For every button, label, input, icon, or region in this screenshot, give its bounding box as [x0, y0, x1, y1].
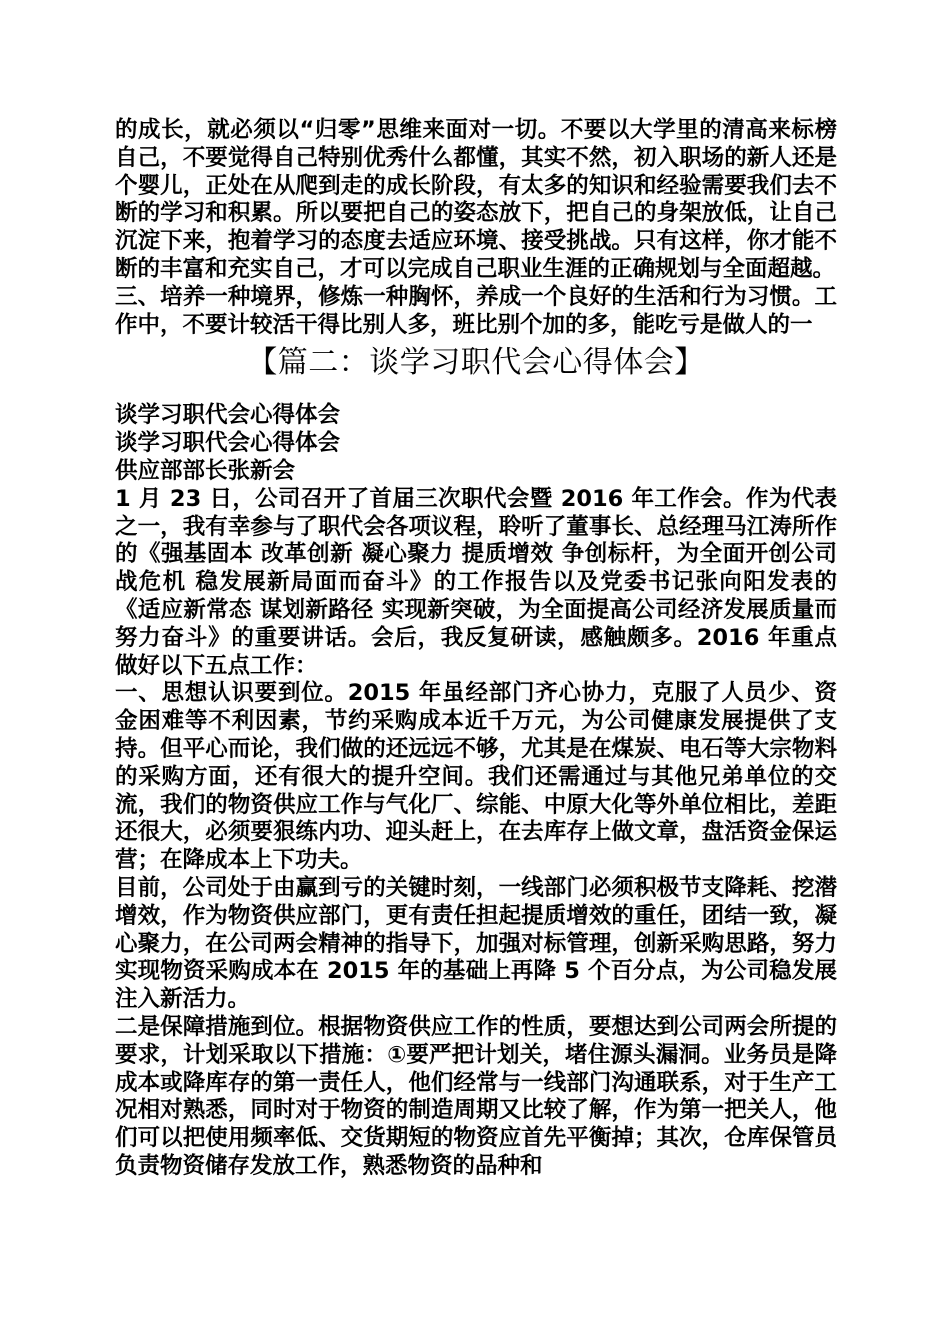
- body-paragraph: 1 月 23 日，公司召开了首届三次职代会暨 2016 年工作会。作为代表之一，我有幸参与了职代会各项议程，聆听了董事长、总经理马江涛所作的《强基固本 改革创新 凝心聚力 提质增效 争创标杆，为全面开创公司战危机 稳发展新局面而奋斗》的工作报告以及党委书记张向阳发表的《适应新常态 谋划新路径 实现新突破，为全面提高公司经济发展质量而努力奋斗》的重要讲话。会后，我反复研读，感触颇多。2016 年重点做好以下五点工作：: [115, 485, 837, 679]
- body-paragraph: 二是保障措施到位。根据物资供应工作的性质，要想达到公司两会所提的要求，计划采取以下措施：①要严把计划关，堵住源头漏洞。业务员是降成本或降库存的第一责任人，他们经常与一线部门沟通联系，对于生产工况相对熟悉，同时对于物资的制造周期又比较了解，作为第一把关人，他们可以把使用频率低、交货期短的物资应首先平衡掉；其次，仓库保管员负责物资储存发放工作，熟悉物资的品种和: [115, 1013, 837, 1179]
- body-paragraph: 的成长，就必须以“归零”思维来面对一切。不要以大学里的清高来标榜自己，不要觉得自己特别优秀什么都懂，其实不然，初入职场的新人还是个婴儿，正处在从爬到走的成长阶段，有太多的知识和经验需要我们去不断的学习和积累。所以要把自己的姿态放下，把自己的身架放低，让自己沉淀下来，抱着学习的态度去适应环境、接受挑战。只有这样，你才能不断的丰富和充实自己，才可以完成自己职业生涯的正确规划与全面超越。: [115, 117, 837, 282]
- article-title-repeat: 谈学习职代会心得体会: [115, 430, 341, 457]
- article-title: 谈学习职代会心得体会: [115, 402, 341, 429]
- body-paragraph: 三、培养一种境界，修炼一种胸怀，养成一个良好的生活和行为习惯。工作中，不要计较活干得比别人多，班比别个加的多，能吃亏是做人的一: [115, 283, 837, 338]
- body-paragraph: 一、思想认识要到位。2015 年虽经部门齐心协力，克服了人员少、资金困难等不利因素，节约采购成本近千万元，为公司健康发展提供了支持。但平心而论，我们做的还远远不够，尤其是在煤炭、电石等大宗物料的采购方面，还有很大的提升空间。我们还需通过与其他兄弟单位的交流，我们的物资供应工作与气化厂、综能、中原大化等外单位相比，差距还很大，必须要狠练内功、迎头赶上，在去库存上做文章，盘活资金保运营；在降成本上下功夫。: [115, 680, 837, 874]
- author-line: 供应部部长张新会: [115, 457, 296, 484]
- body-paragraph: 目前，公司处于由赢到亏的关键时刻，一线部门必须积极节支降耗、挖潜增效，作为物资供应部门，更有责任担起提质增效的重任，团结一致，凝心聚力，在公司两会精神的指导下，加强对标管理，创新采购思路，努力实现物资采购成本在 2015 年的基础上再降 5 个百分点，为公司稳发展注入新活力。: [115, 874, 837, 1013]
- section-heading: 【篇二：谈学习职代会心得体会】: [247, 345, 705, 381]
- document-body: [115, 117, 837, 1181]
